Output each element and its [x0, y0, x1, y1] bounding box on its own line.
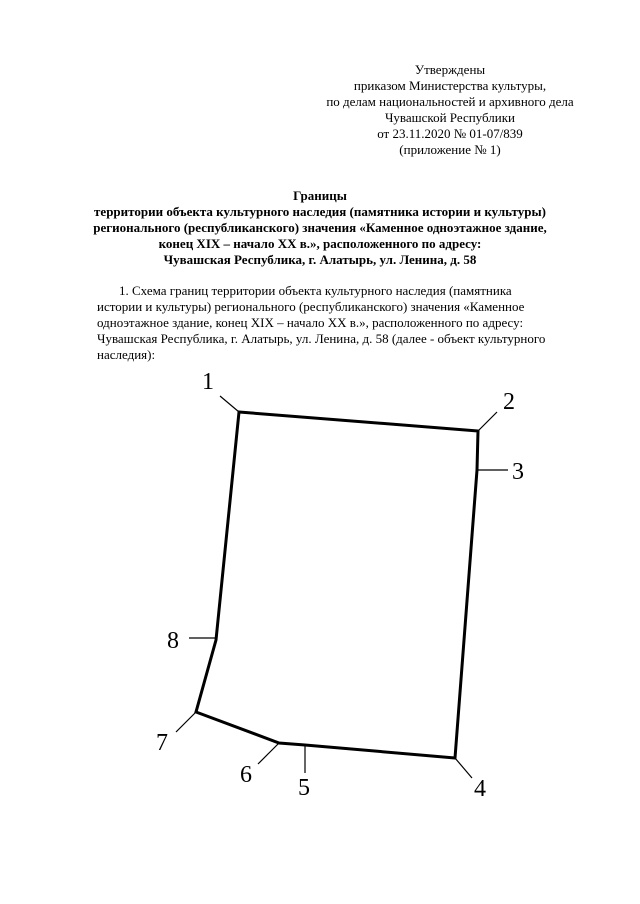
title-line: конец XIX – начало XX в.», расположенного по адресу:: [158, 236, 482, 251]
point-label-5: 5: [298, 775, 310, 801]
paragraph-line: Чувашская Республика, г. Алатырь, ул. Ленина, д. 58 (далее - объект культурного: [97, 331, 546, 346]
paragraph-line: наследия):: [97, 347, 156, 362]
boundary-polygon: [196, 412, 478, 758]
approval-line: от 23.11.2020 № 01-07/839: [377, 126, 523, 141]
approval-line: по делам национальностей и архивного дела: [326, 94, 574, 109]
point-label-3: 3: [512, 459, 524, 485]
leader-line-2: [478, 412, 497, 431]
paragraph-line: истории и культуры) регионального (республиканского) значения «Каменное: [97, 299, 525, 314]
point-label-2: 2: [503, 389, 515, 415]
title-line: Чувашская Республика, г. Алатырь, ул. Ленина, д. 58: [163, 252, 477, 267]
leader-line-4: [455, 758, 472, 778]
point-label-1: 1: [202, 369, 214, 395]
point-label-7: 7: [156, 730, 168, 756]
paragraph-line: 1. Схема границ территории объекта культурного наследия (памятника: [119, 283, 512, 298]
approval-line: (приложение № 1): [399, 142, 501, 157]
leader-line-1: [220, 396, 239, 412]
leader-line-7: [176, 712, 196, 732]
approval-line: Утверждены: [414, 62, 486, 77]
leader-line-6: [258, 743, 279, 764]
point-label-4: 4: [474, 776, 486, 802]
point-label-8: 8: [167, 628, 179, 654]
title-line: территории объекта культурного наследия (памятника истории и культуры): [94, 204, 546, 219]
approval-line: Чувашской Республики: [384, 110, 516, 125]
title-line: регионального (республиканского) значения «Каменное одноэтажное здание,: [93, 220, 547, 235]
title-line: Границы: [293, 188, 347, 203]
paragraph-line: одноэтажное здание, конец XIX – начало XX в.», расположенного по адресу:: [97, 315, 524, 330]
approval-line: приказом Министерства культуры,: [353, 78, 547, 93]
point-label-6: 6: [240, 762, 252, 788]
